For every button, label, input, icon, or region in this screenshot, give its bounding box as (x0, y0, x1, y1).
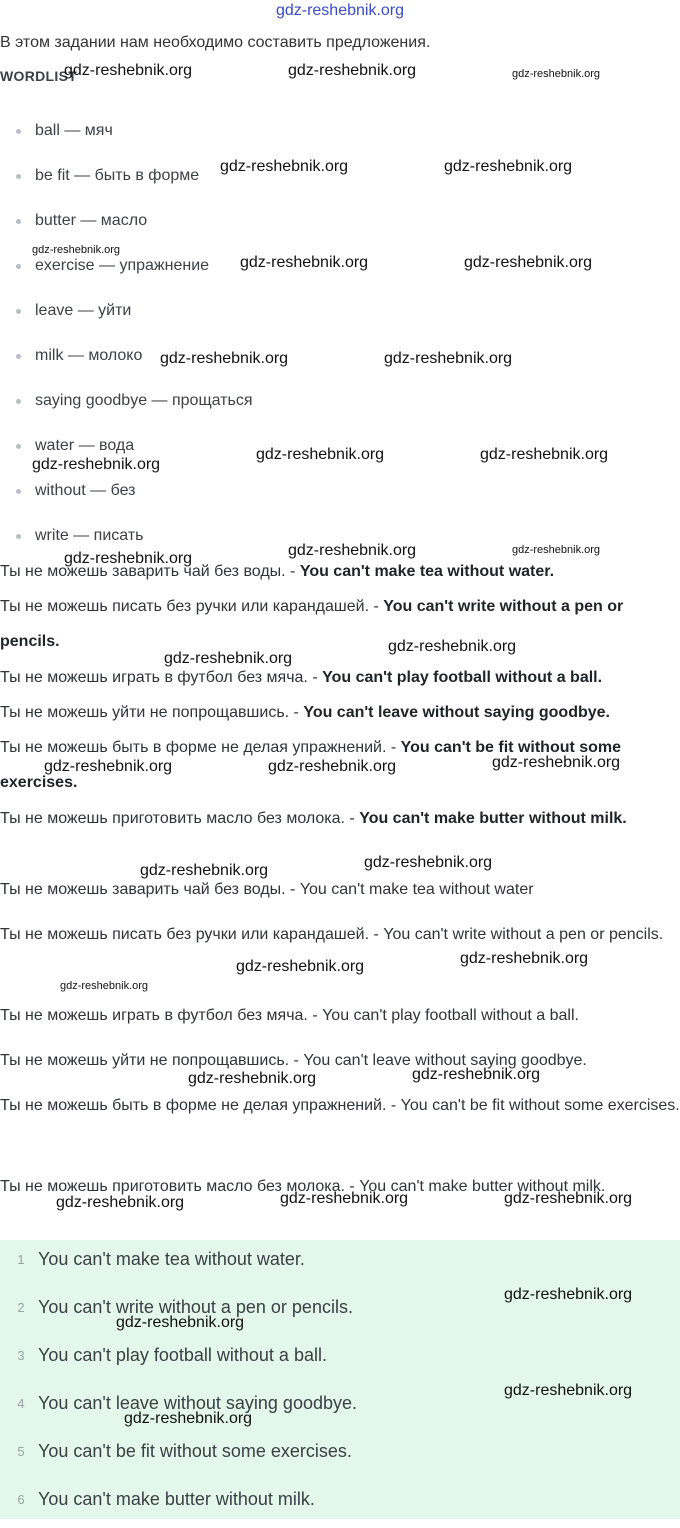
site-header-link[interactable]: gdz-reshebnik.org (275, 2, 405, 19)
wordlist (16, 110, 252, 560)
answer-number: 1 (17, 1252, 25, 1267)
translation-sentence: Ты не можешь играть в футбол без мяча. - You can't play football without a ball. (0, 669, 603, 686)
bullet-icon (16, 354, 21, 359)
watermark-text: gdz-reshebnik.org (504, 1190, 633, 1207)
watermark-text: gdz-reshebnik.org (288, 542, 417, 559)
answer-number: 5 (17, 1444, 25, 1459)
plain-sentence: Ты не можешь писать без ручки или карандашей. - You can't write without a pen or pencils. (0, 926, 664, 943)
answer-item (0, 1480, 680, 1528)
watermark-text: gdz-reshebnik.org (388, 638, 517, 655)
watermark-text: gdz-reshebnik.org (56, 1194, 185, 1211)
watermark-text: gdz-reshebnik.org (32, 244, 121, 256)
answer-text: You can't write without a pen or pencils. (38, 1297, 353, 1317)
watermark-text: gdz-reshebnik.org (512, 68, 601, 80)
watermark-text: gdz-reshebnik.org (504, 1382, 633, 1399)
plain-sentence: Ты не можешь заварить чай без воды. - You can't make tea without water (0, 881, 534, 898)
wordlist-item: water — вода (16, 425, 252, 470)
answer-text: You can't make tea without water. (38, 1249, 305, 1269)
watermark-text: gdz-reshebnik.org (504, 1286, 633, 1303)
plain-sentence: Ты не можешь приготовить масло без молока. - You can't make butter without milk. (0, 1178, 606, 1195)
watermark-text: gdz-reshebnik.org (164, 650, 293, 667)
wordlist-item: without — без (16, 470, 252, 515)
translation-sentence: Ты не можешь уйти не попрощавшись. - You can't leave without saying goodbye. (0, 704, 610, 721)
translation-sentence: Ты не можешь заварить чай без воды. - You can't make tea without water. (0, 563, 555, 580)
watermark-text: gdz-reshebnik.org (236, 958, 365, 975)
watermark-text: gdz-reshebnik.org (124, 1410, 253, 1427)
watermark-text: gdz-reshebnik.org (444, 158, 573, 175)
answer-text: You can't leave without saying goodbye. (38, 1393, 357, 1413)
watermark-text: gdz-reshebnik.org (480, 446, 609, 463)
watermark-text: gdz-reshebnik.org (364, 854, 493, 871)
bullet-icon (16, 174, 21, 179)
watermark-text: gdz-reshebnik.org (460, 950, 589, 967)
wordlist-item: be fit — быть в форме (16, 155, 252, 200)
watermark-text: gdz-reshebnik.org (512, 544, 601, 556)
watermark-text: gdz-reshebnik.org (188, 1070, 317, 1087)
answer-number: 2 (17, 1300, 25, 1315)
wordlist-title: WORDLIST (0, 68, 78, 84)
answer-number: 6 (17, 1492, 25, 1507)
bullet-icon (16, 309, 21, 314)
bullet-icon (16, 264, 21, 269)
wordlist-item: butter — масло (16, 200, 252, 245)
wordlist-item: write — писать (16, 515, 252, 560)
answer-item (0, 1240, 680, 1288)
watermark-text: gdz-reshebnik.org (280, 1190, 409, 1207)
bullet-icon (16, 399, 21, 404)
wordlist-item: saying goodbye — прощаться (16, 380, 252, 425)
plain-sentence: Ты не можешь быть в форме не делая упражнений. - You can't be fit without some exercises. (0, 1097, 680, 1114)
translation-sentence: Ты не можешь приготовить масло без молока. - You can't make butter without milk. (0, 810, 627, 827)
watermark-text: gdz-reshebnik.org (464, 254, 593, 271)
watermark-text: gdz-reshebnik.org (160, 350, 289, 367)
watermark-text: gdz-reshebnik.org (60, 980, 149, 992)
watermark-text: gdz-reshebnik.org (268, 758, 397, 775)
watermark-text: gdz-reshebnik.org (44, 758, 173, 775)
answer-text: You can't be fit without some exercises. (38, 1441, 352, 1461)
answer-number: 3 (17, 1348, 25, 1363)
bullet-icon (16, 534, 21, 539)
watermark-text: gdz-reshebnik.org (140, 862, 269, 879)
answer-item (0, 1432, 680, 1480)
watermark-text: gdz-reshebnik.org (64, 62, 193, 79)
watermark-text: gdz-reshebnik.org (492, 754, 621, 771)
watermark-text: gdz-reshebnik.org (64, 550, 193, 567)
bullet-icon (16, 444, 21, 449)
answers-box (0, 1240, 680, 1519)
watermark-text: gdz-reshebnik.org (412, 1066, 541, 1083)
watermark-text: gdz-reshebnik.org (32, 456, 161, 473)
translation-sentence: Ты не можешь быть в форме не делая упражнений. - You can't be fit without some exercises. (0, 739, 622, 791)
watermark-text: gdz-reshebnik.org (116, 1314, 245, 1331)
wordlist-item: milk — молоко (16, 335, 252, 380)
watermark-text: gdz-reshebnik.org (220, 158, 349, 175)
wordlist-item: ball — мяч (16, 110, 252, 155)
answer-text: You can't play football without a ball. (38, 1345, 327, 1365)
watermark-text: gdz-reshebnik.org (256, 446, 385, 463)
answer-number: 4 (17, 1396, 25, 1411)
bullet-icon (16, 129, 21, 134)
task-intro: В этом задании нам необходимо составить предложения. (0, 34, 431, 51)
answer-text: You can't make butter without milk. (38, 1489, 315, 1509)
watermark-text: gdz-reshebnik.org (288, 62, 417, 79)
translation-sentence: Ты не можешь писать без ручки или карандашей. - You can't write without a pen or pencils. (0, 598, 624, 650)
watermark-text: gdz-reshebnik.org (240, 254, 369, 271)
bullet-icon (16, 219, 21, 224)
plain-sentence: Ты не можешь уйти не попрощавшись. - You can't leave without saying goodbye. (0, 1052, 587, 1069)
wordlist-item: leave — уйти (16, 290, 252, 335)
watermark-text: gdz-reshebnik.org (384, 350, 513, 367)
wordlist-item: exercise — упражнение (16, 245, 252, 290)
answer-item (0, 1336, 680, 1384)
plain-sentence: Ты не можешь играть в футбол без мяча. - You can't play football without a ball. (0, 1007, 579, 1024)
bullet-icon (16, 489, 21, 494)
